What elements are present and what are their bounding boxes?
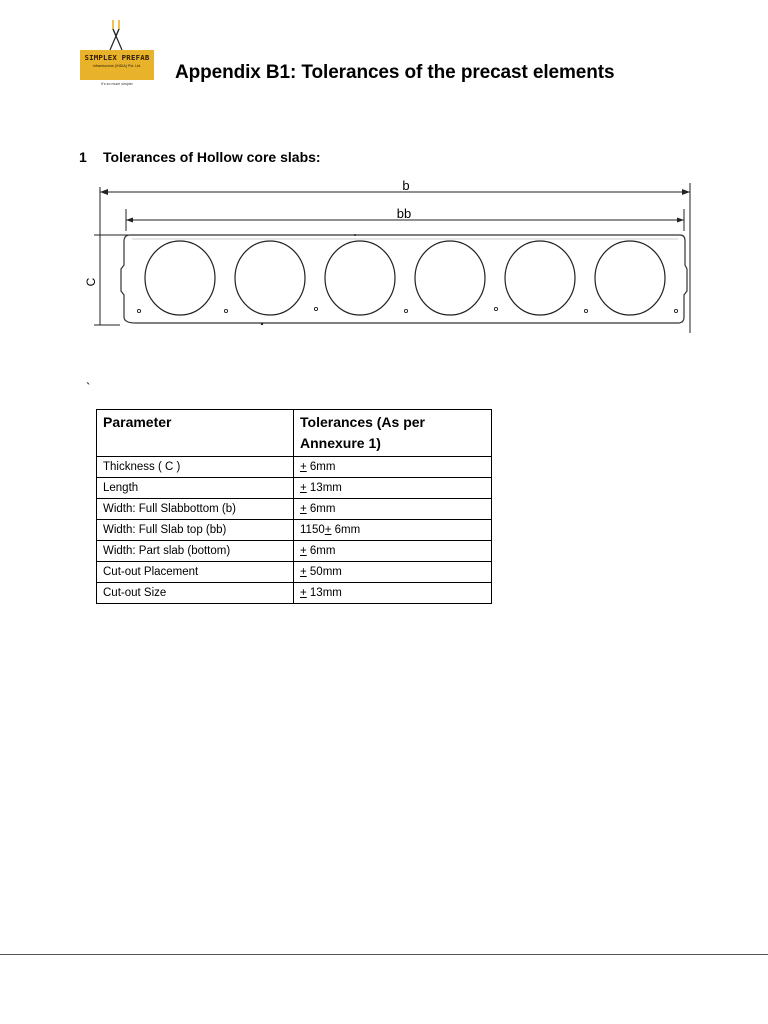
tolerance-cell: [294, 562, 492, 583]
tolerance-cell: [294, 583, 492, 604]
strand-dot: [674, 309, 677, 312]
table-row: [97, 583, 492, 604]
hollow-core: [145, 241, 215, 315]
page-title: Appendix B1: Tolerances of the precast elements: [175, 62, 615, 83]
table-row: [97, 499, 492, 520]
logo-brand: SIMPLEX PREFAB: [84, 53, 150, 62]
tolerance-table: [96, 409, 492, 604]
strand-dot: [584, 309, 587, 312]
tolerance-cell: [294, 478, 492, 499]
tolerance-value: 50mm: [306, 566, 342, 578]
parameter-cell: Length: [97, 478, 294, 499]
tolerance-cell: [294, 499, 492, 520]
tolerance-cell: [294, 520, 492, 541]
section-number: 1: [79, 149, 87, 165]
plus-minus-sign: +: [300, 503, 307, 515]
crane-hook-icon: [108, 20, 124, 54]
tolerance-value: 13mm: [306, 587, 342, 599]
tolerance-cell: [294, 541, 492, 562]
logo-subline: Infrastructure (INDIA) Pvt. Ltd.: [92, 64, 142, 68]
tolerance-prefix: 1150: [300, 524, 325, 536]
table-row: [97, 541, 492, 562]
footer-rule: [0, 954, 768, 955]
arrowhead: [126, 218, 133, 223]
plus-minus-sign: +: [300, 461, 307, 473]
logo-box: [80, 50, 154, 80]
label-bb: bb: [396, 206, 412, 221]
parameter-cell: Cut-out Size: [97, 583, 294, 604]
arrowhead: [100, 189, 108, 195]
slab-outline: [121, 235, 687, 323]
tolerance-value: 13mm: [306, 482, 342, 494]
hollow-core: [325, 241, 395, 315]
table-row: [97, 478, 492, 499]
parameter-cell: Width: Full Slab top (bb): [97, 520, 294, 541]
arrowhead: [682, 189, 690, 195]
tolerance-value: 6mm: [331, 524, 361, 536]
tolerance-value: 6mm: [306, 545, 336, 557]
logo-tagline: It's so much simpler: [101, 82, 133, 86]
hollow-core: [415, 241, 485, 315]
plus-minus-sign: +: [300, 587, 307, 599]
tolerance-cell: [294, 457, 492, 478]
strand-dot: [404, 309, 407, 312]
section-title: Tolerances of Hollow core slabs:: [103, 149, 321, 165]
parameter-cell: Width: Part slab (bottom): [97, 541, 294, 562]
top-mark: [354, 234, 356, 236]
strand-dot: [224, 309, 227, 312]
parameter-cell: Width: Full Slabbottom (b): [97, 499, 294, 520]
table-row: [97, 520, 492, 541]
table-row: [97, 457, 492, 478]
strand-dot: [314, 307, 317, 310]
plus-minus-sign: +: [300, 545, 307, 557]
table-header-row: [97, 410, 492, 457]
hollow-core: [595, 241, 665, 315]
bottom-mark: [261, 323, 263, 325]
column-header-tolerances: Tolerances (As per Annexure 1): [294, 410, 492, 457]
table-row: [97, 562, 492, 583]
tolerance-value: 6mm: [306, 461, 336, 473]
label-c: C: [84, 277, 98, 287]
hollow-core-slab-diagram: [80, 175, 700, 335]
strand-dot: [137, 309, 140, 312]
company-logo: [80, 20, 154, 90]
parameter-cell: Thickness ( C ): [97, 457, 294, 478]
stray-mark: `: [86, 380, 91, 395]
plus-minus-sign: +: [300, 482, 307, 494]
strand-dot: [494, 307, 497, 310]
tolerance-value: 6mm: [306, 503, 336, 515]
plus-minus-sign: +: [300, 566, 307, 578]
label-b: b: [402, 178, 410, 193]
plus-minus-sign: +: [324, 524, 332, 536]
hollow-core: [505, 241, 575, 315]
hollow-core: [235, 241, 305, 315]
arrowhead: [677, 218, 684, 223]
parameter-cell: Cut-out Placement: [97, 562, 294, 583]
column-header-parameter: Parameter: [97, 410, 294, 457]
